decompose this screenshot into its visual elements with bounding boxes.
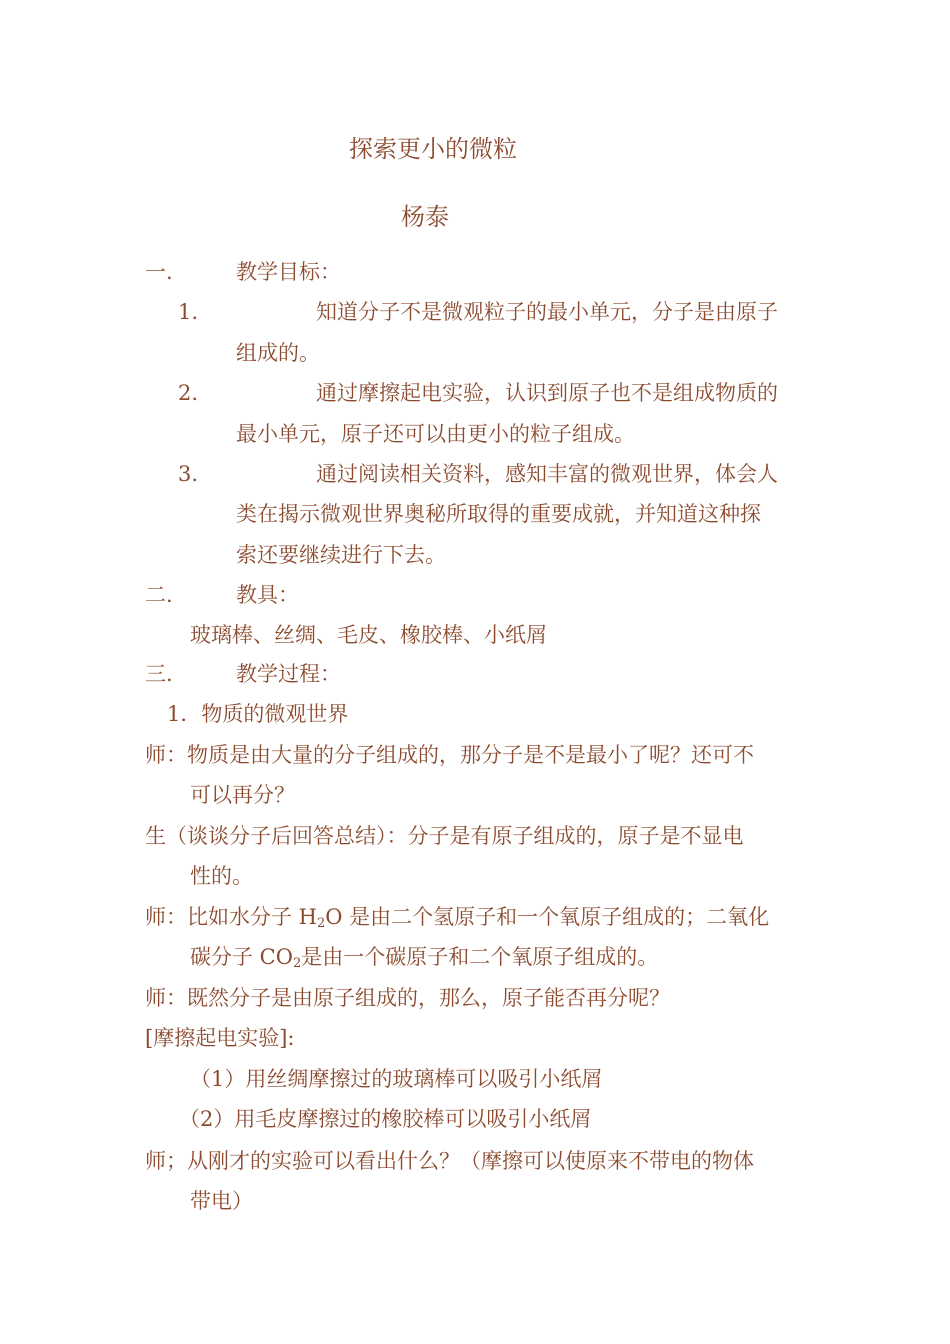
goal-number: 3. xyxy=(178,462,199,486)
goal-number: 1. xyxy=(178,300,199,324)
dialogue-line: 性的。 xyxy=(190,864,253,888)
goal-text: 通过阅读相关资料，感知丰富的微观世界，体会人 xyxy=(316,462,778,486)
goal-text: 类在揭示微观世界奥秘所取得的重要成就，并知道这种探 xyxy=(236,502,761,526)
section-heading-goals: 教学目标： xyxy=(236,260,341,284)
experiment-heading: [摩擦起电实验]: xyxy=(145,1026,295,1050)
dialogue-line: 带电） xyxy=(190,1189,253,1213)
section-heading-process: 教学过程： xyxy=(236,662,341,686)
goal-text: 索还要继续进行下去。 xyxy=(236,543,446,567)
experiment-step: （1）用丝绸摩擦过的玻璃棒可以吸引小纸屑 xyxy=(190,1067,603,1091)
experiment-step: （2）用毛皮摩擦过的橡胶棒可以吸引小纸屑 xyxy=(179,1107,592,1131)
section-number-3: 三. xyxy=(145,662,173,686)
goal-text: 通过摩擦起电实验，认识到原子也不是组成物质的 xyxy=(316,381,778,405)
dialogue-line: 师；从刚才的实验可以看出什么？（摩擦可以使原来不带电的物体 xyxy=(145,1149,754,1173)
dialogue-line-water: 师：比如水分子 $H_2O$ 是由二个氢原子和一个氧原子组成的；二氧化 xyxy=(145,905,770,931)
goal-number: 2. xyxy=(178,381,199,405)
dialogue-line: 师：既然分子是由原子组成的，那么，原子能否再分呢？ xyxy=(145,986,670,1010)
doc-author: 杨泰 xyxy=(401,203,449,231)
dialogue-line: 生（谈谈分子后回答总结）：分子是有原子组成的，原子是不显电 xyxy=(145,824,744,848)
dialogue-line: 师：物质是由大量的分子组成的，那分子是不是最小了呢？还可不 xyxy=(145,743,754,767)
section-number-2: 二. xyxy=(145,583,173,607)
goal-text: 最小单元，原子还可以由更小的粒子组成。 xyxy=(236,422,635,446)
goal-text: 知道分子不是微观粒子的最小单元，分子是由原子 xyxy=(316,300,778,324)
section-number-1: 一. xyxy=(145,260,173,284)
dialogue-line-co2: 碳分子 $CO_2$是由一个碳原子和二个氧原子组成的。 xyxy=(190,945,659,971)
doc-title: 探索更小的微粒 xyxy=(349,135,517,163)
section-heading-tools: 教具： xyxy=(236,583,299,607)
step-heading: 1．物质的微观世界 xyxy=(167,702,349,726)
goal-text: 组成的。 xyxy=(236,341,320,365)
tools-list: 玻璃棒、丝绸、毛皮、橡胶棒、小纸屑 xyxy=(190,623,547,647)
dialogue-line: 可以再分？ xyxy=(190,783,295,807)
